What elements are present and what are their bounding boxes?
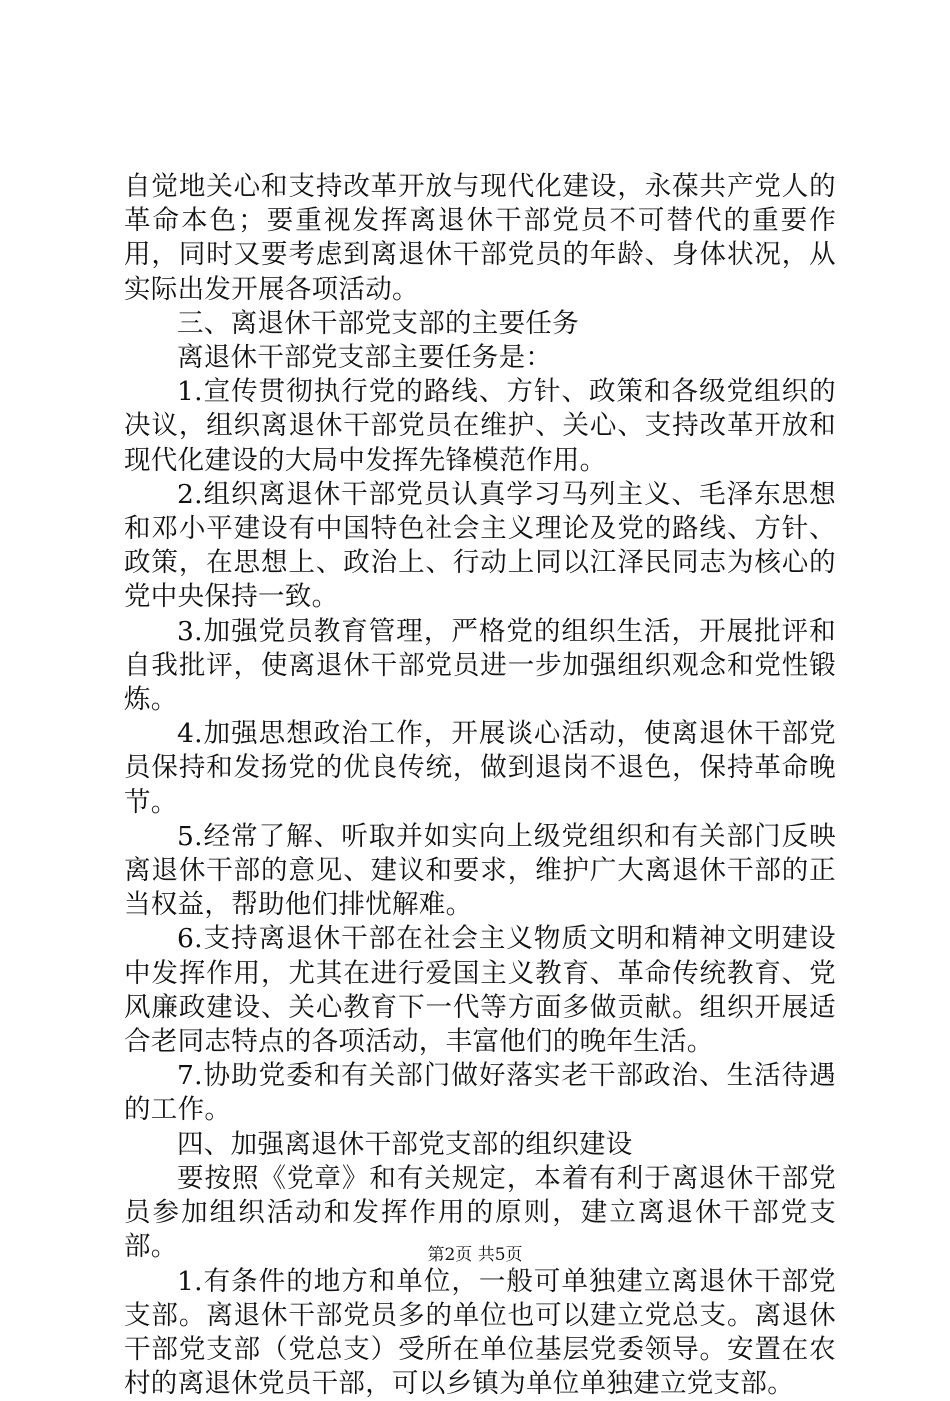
list-item: 3.加强党员教育管理，严格党的组织生活，开展批评和自我批评，使离退休干部党员进一步加强组织观念和党性锻炼。 xyxy=(124,615,836,718)
paragraph: 自觉地关心和支持改革开放与现代化建设，永葆共产党人的革命本色；要重视发挥离退休干部党员不可替代的重要作用，同时又要考虑到离退休干部党员的年龄、身体状况，从实际出发开展各项活动。 xyxy=(124,170,836,307)
section-heading: 三、离退休干部党支部的主要任务 xyxy=(124,307,836,341)
list-item: 5.经常了解、听取并如实向上级党组织和有关部门反映离退休干部的意见、建议和要求，维护广大离退休干部的正当权益，帮助他们排忧解难。 xyxy=(124,820,836,923)
page-number: 第2页 共5页 xyxy=(427,1245,522,1265)
section-heading: 四、加强离退休干部党支部的组织建设 xyxy=(124,1128,836,1162)
paragraph: 要按照《党章》和有关规定，本着有利于离退休干部党员参加组织活动和发挥作用的原则，建立离退休干部党支部。 xyxy=(124,1162,836,1265)
list-item: 2.组织离退休干部党员认真学习马列主义、毛泽东思想和邓小平建设有中国特色社会主义理论及党的路线、方针、政策，在思想上、政治上、行动上同以江泽民同志为核心的党中央保持一致。 xyxy=(124,478,836,615)
list-item: 7.协助党委和有关部门做好落实老干部政治、生活待遇的工作。 xyxy=(124,1059,836,1127)
list-item: 6.支持离退休干部在社会主义物质文明和精神文明建设中发挥作用，尤其在进行爱国主义教育、革命传统教育、党风廉政建设、关心教育下一代等方面多做贡献。组织开展适合老同志特点的各项活动，丰富他们的晚年生活。 xyxy=(124,922,836,1059)
list-item: 4.加强思想政治工作，开展谈心活动，使离退休干部党员保持和发扬党的优良传统，做到退岗不退色，保持革命晚节。 xyxy=(124,717,836,820)
list-item: 1.有条件的地方和单位，一般可单独建立离退休干部党支部。离退休干部党员多的单位也可以建立党总支。离退休干部党支部（党总支）受所在单位基层党委领导。安置在农村的离退休党员干部，可以乡镇为单位单独建立党支部。 xyxy=(124,1265,836,1401)
paragraph: 离退休干部党支部主要任务是： xyxy=(124,341,836,375)
list-item: 1.宣传贯彻执行党的路线、方针、政策和各级党组织的决议，组织离退休干部党员在维护、关心、支持改革开放和现代化建设的大局中发挥先锋模范作用。 xyxy=(124,375,836,478)
document-body xyxy=(124,170,836,1401)
page-footer xyxy=(0,1244,950,1266)
